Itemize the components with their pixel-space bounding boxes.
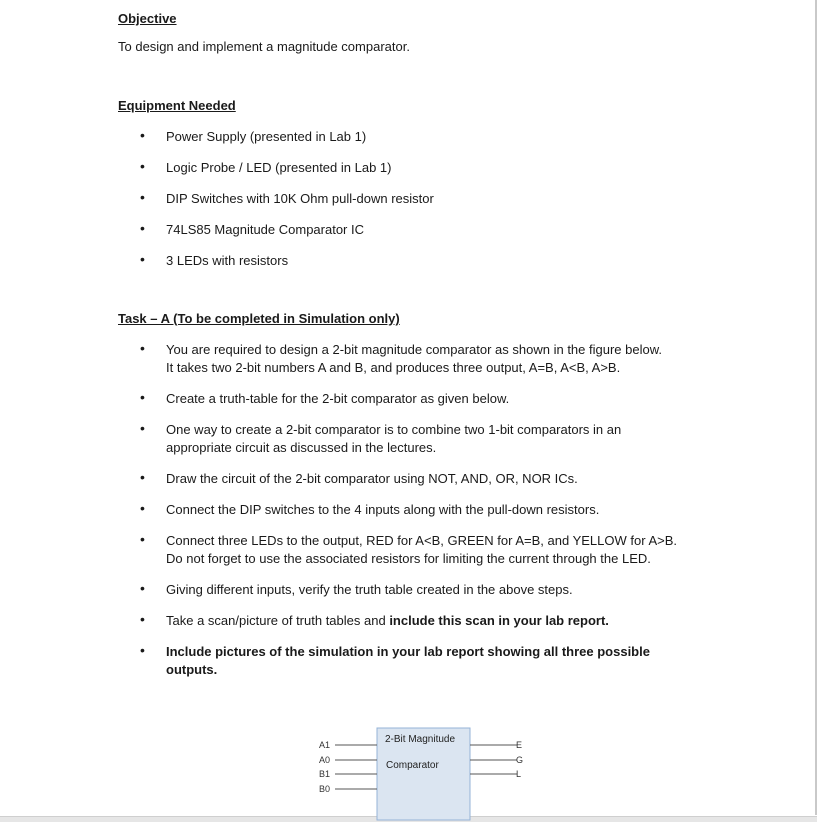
bullet-icon: • bbox=[140, 220, 145, 236]
bullet-icon: • bbox=[140, 469, 145, 485]
list-item-text: Draw the circuit of the 2-bit comparator using NOT, AND, OR, NOR ICs. bbox=[166, 471, 578, 486]
equipment-heading: Equipment Needed bbox=[118, 98, 236, 113]
input-label-b1: B1 bbox=[319, 769, 331, 779]
list-item-text: DIP Switches with 10K Ohm pull-down resistor bbox=[166, 191, 434, 206]
list-item-text: Power Supply (presented in Lab 1) bbox=[166, 129, 367, 144]
bullet-icon: • bbox=[140, 340, 145, 356]
list-item-text: Create a truth-table for the 2-bit comparator as given below. bbox=[166, 391, 510, 406]
comparator-title-line2: Comparator bbox=[386, 760, 439, 771]
output-label-g: G bbox=[516, 755, 524, 765]
input-label-b0: B0 bbox=[319, 784, 331, 794]
bullet-icon: • bbox=[140, 158, 145, 174]
objective-text: To design and implement a magnitude comparator. bbox=[118, 39, 410, 54]
list-item-text: 3 LEDs with resistors bbox=[166, 253, 289, 268]
bullet-icon: • bbox=[140, 611, 145, 627]
bullet-icon: • bbox=[140, 389, 145, 405]
list-item-text: Connect three LEDs to the output, RED for A<B, GREEN for A=B, and YELLOW for A>B. Do not forget to use the associated resistors for limiting the current through the LED. bbox=[166, 533, 677, 566]
output-label-e: E bbox=[516, 740, 523, 750]
input-label-a1: A1 bbox=[319, 740, 331, 750]
list-item-text: You are required to design a 2-bit magnitude comparator as shown in the figure below. It takes two 2-bit numbers A and B, and produces three output, A=B, A<B, A>B. bbox=[166, 342, 662, 375]
list-item-text: Include pictures of the simulation in your lab report showing all three possible outputs. bbox=[166, 644, 650, 677]
output-label-l: L bbox=[516, 769, 522, 779]
bullet-icon: • bbox=[140, 127, 145, 143]
list-item-text: Take a scan/picture of truth tables and include this scan in your lab report. bbox=[166, 613, 609, 628]
list-item-text: Giving different inputs, verify the truth table created in the above steps. bbox=[166, 582, 573, 597]
bullet-icon: • bbox=[140, 531, 145, 547]
task-a-heading: Task – A (To be completed in Simulation only) bbox=[118, 311, 400, 326]
list-item-text: Logic Probe / LED (presented in Lab 1) bbox=[166, 160, 392, 175]
list-item-text: Connect the DIP switches to the 4 inputs along with the pull-down resistors. bbox=[166, 502, 600, 517]
bullet-icon: • bbox=[140, 500, 145, 516]
objective-heading: Objective bbox=[118, 11, 177, 26]
comparator-title-line1: 2-Bit Magnitude bbox=[385, 734, 456, 745]
list-item-text: 74LS85 Magnitude Comparator IC bbox=[166, 222, 365, 237]
bullet-icon: • bbox=[140, 189, 145, 205]
bullet-icon: • bbox=[140, 251, 145, 267]
bullet-icon: • bbox=[140, 420, 145, 436]
input-label-a0: A0 bbox=[319, 755, 331, 765]
bullet-icon: • bbox=[140, 642, 145, 658]
list-item-text: One way to create a 2-bit comparator is to combine two 1-bit comparators in an appropriate circuit as discussed in the lectures. bbox=[166, 422, 622, 455]
bullet-icon: • bbox=[140, 580, 145, 596]
